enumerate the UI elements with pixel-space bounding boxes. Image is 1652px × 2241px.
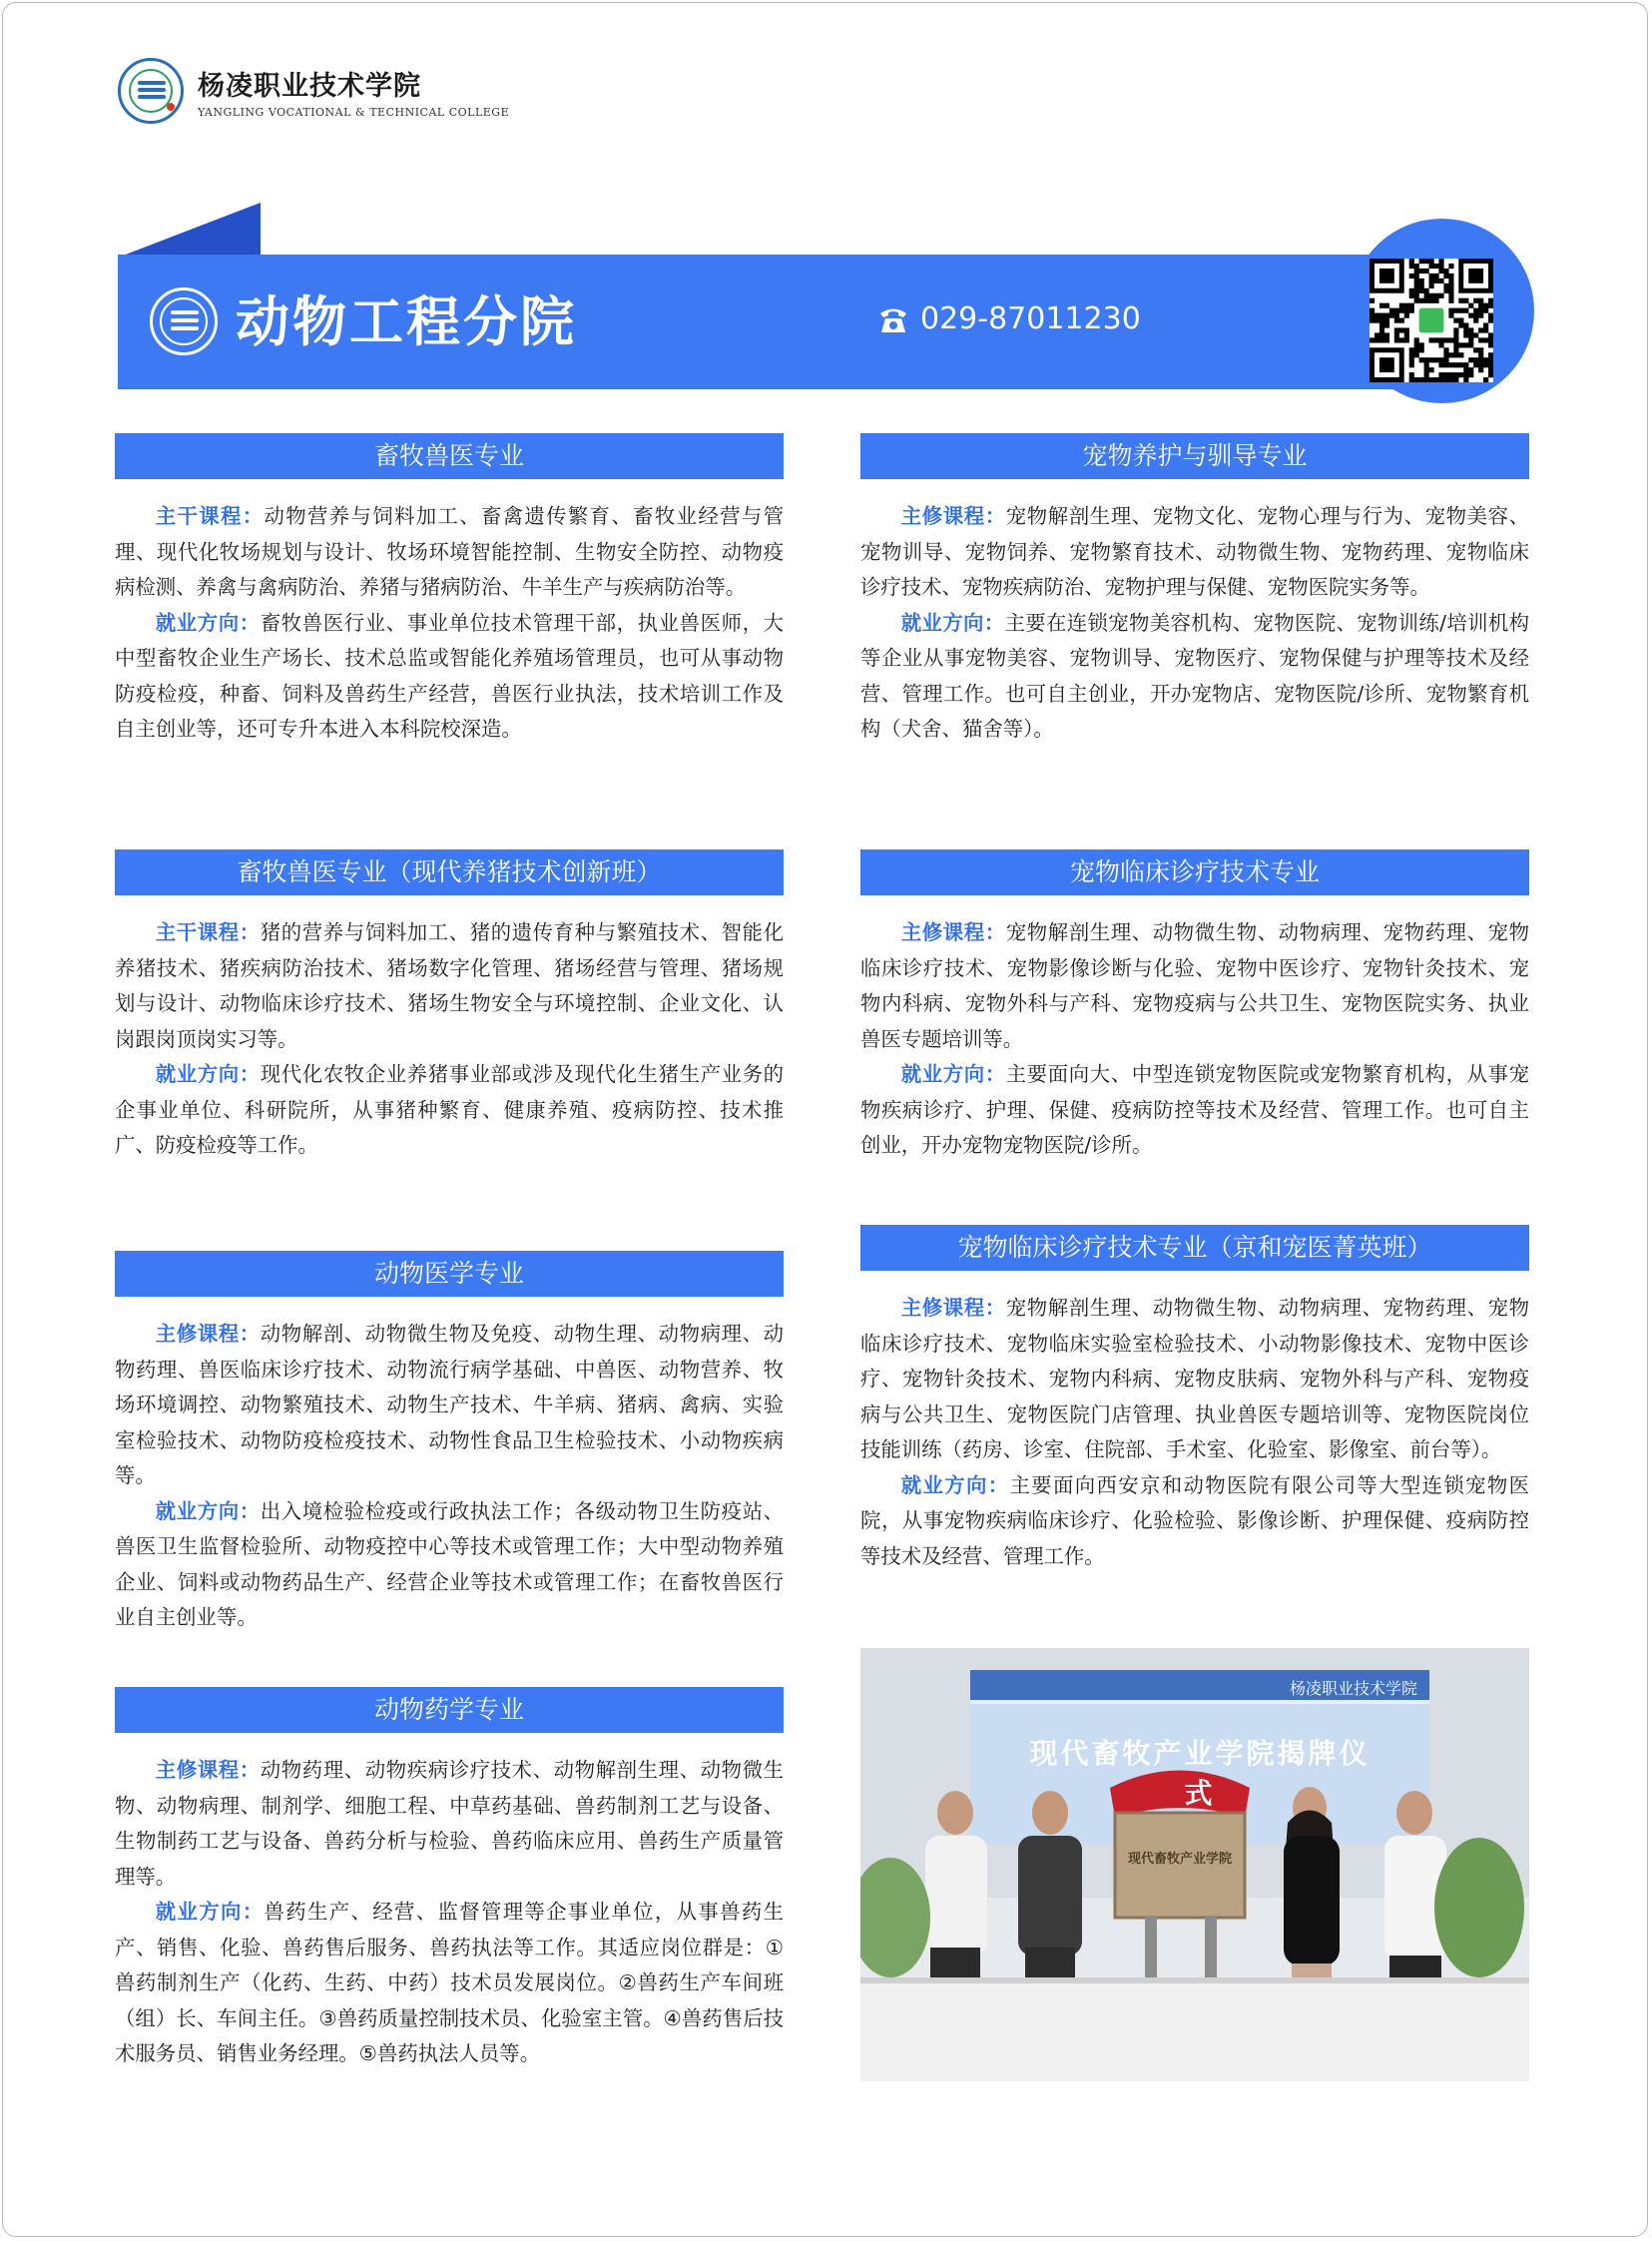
brand-header — [118, 58, 509, 124]
career-paragraph — [115, 1494, 784, 1636]
label-major-courses: 主修课程： — [155, 1758, 261, 1782]
label-major-courses: 主修课程： — [900, 504, 1006, 528]
label-major-courses: 主修课程： — [900, 1296, 1006, 1320]
label-career: 就业方向： — [155, 610, 261, 635]
label-career: 就业方向： — [155, 1498, 261, 1523]
career-text: 主要面向西安京和动物医院有限公司等大型连锁宠物医院，从事宠物疾病临床诊疗、化验检验、影像诊断、护理保健、疫病防控等技术及经营、管理工作。 — [860, 1472, 1529, 1568]
courses-text: 宠物解剖生理、动物微生物、动物病理、宠物药理、宠物临床诊疗技术、宠物影像诊断与化验、宠物中医诊疗、宠物针灸技术、宠物内科病、宠物外科与产科、宠物疫病与公共卫生、宠物医院实务、执业兽医专题培训等。 — [860, 920, 1529, 1051]
plaque-text: 现代畜牧产业学院 — [1127, 1852, 1232, 1867]
section-body — [115, 499, 784, 748]
screen-title: 现代畜牧产业学院揭牌仪式 — [1029, 1737, 1371, 1810]
section-pet-clinical-elite-class — [860, 1225, 1529, 1574]
section-title: 畜牧兽医专业 — [115, 433, 784, 479]
section-body — [860, 915, 1529, 1164]
section-title: 宠物临床诊疗技术专业（京和宠医菁英班） — [860, 1225, 1529, 1271]
phone-contact — [876, 301, 1141, 336]
label-career: 就业方向： — [155, 1900, 265, 1924]
courses-paragraph — [115, 1317, 784, 1494]
section-pet-clinical — [860, 849, 1529, 1164]
courses-text: 动物营养与饲料加工、畜禽遗传繁育、畜牧业经营与管理、现代化牧场规划与设计、牧场环境智能控制、生物安全防控、动物疫病检测、养禽与禽病防治、养猪与猪病防治、牛羊生产与疾病防治等。 — [115, 504, 784, 599]
courses-paragraph — [115, 1753, 784, 1895]
label-main-courses: 主干课程： — [155, 504, 265, 528]
qr-code[interactable] — [1370, 259, 1493, 382]
phone-icon — [876, 302, 910, 336]
label-major-courses: 主修课程： — [900, 920, 1006, 944]
label-major-courses: 主修课程： — [155, 1322, 261, 1346]
section-title: 动物药学专业 — [115, 1687, 784, 1733]
label-career: 就业方向： — [900, 1062, 1006, 1086]
college-logo-icon — [118, 58, 184, 124]
section-title: 宠物临床诊疗技术专业 — [860, 849, 1529, 895]
career-paragraph — [860, 1057, 1529, 1164]
label-career: 就业方向： — [155, 1062, 261, 1086]
career-text: 主要面向大、中型连锁宠物医院或宠物繁育机构，从事宠物疾病诊疗、护理、保健、疫病防控等技术及经营、管理工作。也可自主创业，开办宠物宠物医院/诊所。 — [860, 1062, 1529, 1157]
career-text: 出入境检验检疫或行政执法工作；各级动物卫生防疫站、兽医卫生监督检验所、动物疫控中心等技术或管理工作；大中型动物养殖企业、饲料或动物药品生产、经营企业等技术或管理工作；在畜牧兽医行业自主创业等。 — [115, 1498, 784, 1629]
courses-paragraph — [860, 499, 1529, 606]
department-title: 动物工程分院 — [236, 290, 577, 353]
label-career: 就业方向： — [900, 610, 1005, 635]
section-animal-medicine — [115, 1251, 784, 1636]
section-pig-innovation-class — [115, 849, 784, 1164]
courses-text: 动物解剖、动物微生物及免疫、动物生理、动物病理、动物药理、兽医临床诊疗技术、动物流行病学基础、中兽医、动物营养、牧场环境调控、动物繁殖技术、动物生产技术、牛羊病、猪病、禽病、实验室检验技术、动物防疫检疫技术、动物性食品卫生检验技术、小动物疾病等。 — [115, 1322, 784, 1487]
ceremony-photo — [860, 1648, 1529, 2081]
section-title: 畜牧兽医专业（现代养猪技术创新班） — [115, 849, 784, 895]
section-body — [860, 1291, 1529, 1574]
courses-paragraph — [115, 915, 784, 1057]
courses-text: 动物药理、动物疾病诊疗技术、动物解剖生理、动物微生物、动物病理、制剂学、细胞工程、中草药基础、兽药制剂工艺与设备、生物制药工艺与设备、兽药分析与检验、兽药临床应用、兽药生产质量管理等。 — [115, 1758, 784, 1889]
courses-paragraph — [860, 915, 1529, 1057]
section-title: 动物医学专业 — [115, 1251, 784, 1297]
label-main-courses: 主干课程： — [155, 920, 261, 944]
courses-paragraph — [115, 499, 784, 606]
career-paragraph — [860, 606, 1529, 748]
career-text: 兽药生产、经营、监督管理等企事业单位，从事兽药生产、销售、化验、兽药售后服务、兽药执法等工作。其适应岗位群是：①兽药制剂生产（化药、生药、中药）技术员发展岗位。②兽药生产车间班（组）长、车间主任。③兽药质量控制技术员、化验室主管。④兽药售后技术服务员、销售业务经理。⑤兽药执法人员等。 — [115, 1900, 784, 2065]
courses-paragraph — [860, 1291, 1529, 1468]
college-name-en: YANGLING VOCATIONAL & TECHNICAL COLLEGE — [198, 105, 510, 119]
section-title: 宠物养护与驯导专业 — [860, 433, 1529, 479]
section-body — [115, 915, 784, 1164]
section-body — [860, 499, 1529, 748]
courses-text: 猪的营养与饲料加工、猪的遗传育种与繁殖技术、智能化养猪技术、猪疾病防治技术、猪场数字化管理、猪场经营与管理、猪场规划与设计、动物临床诊疗技术、猪场生物安全与环境控制、企业文化、认岗跟岗顶岗实习等。 — [115, 920, 784, 1051]
section-body — [115, 1753, 784, 2072]
career-paragraph — [115, 1057, 784, 1164]
section-veterinary-pharmacy — [115, 1687, 784, 2072]
career-text: 畜牧兽医行业、事业单位技术管理干部，执业兽医师，大中型畜牧企业生产场长、技术总监或智能化养殖场管理员，也可从事动物防疫检疫，种畜、饲料及兽药生产经营，兽医行业执法，技术培训工作及自主创业等，还可专升本进入本科院校深造。 — [115, 610, 784, 741]
courses-text: 宠物解剖生理、宠物文化、宠物心理与行为、宠物美容、宠物训导、宠物饲养、宠物繁育技术、动物微生物、宠物药理、宠物临床诊疗技术、宠物疾病防治、宠物护理与保健、宠物医院实务等。 — [860, 504, 1529, 599]
label-career: 就业方向： — [900, 1472, 1010, 1497]
courses-text: 宠物解剖生理、动物微生物、动物病理、宠物药理、宠物临床诊疗技术、宠物临床实验室检验技术、小动物影像技术、宠物中医诊疗、宠物针灸技术、宠物内科病、宠物皮肤病、宠物外科与产科、宠物疫病与公共卫生、宠物医院门店管理、执业兽医专题培训等、宠物医院岗位技能训练（药房、诊室、住院部、手术室、化验室、影像室、前台等）。 — [860, 1296, 1529, 1461]
college-name-cn: 杨凌职业技术学院 — [198, 70, 421, 102]
screen-brand: 杨凌职业技术学院 — [1290, 1679, 1418, 1698]
career-paragraph — [115, 606, 784, 748]
career-paragraph — [115, 1895, 784, 2072]
section-body — [115, 1317, 784, 1636]
career-text: 现代化农牧企业养猪事业部或涉及现代化生猪生产业务的企事业单位、科研院所，从事猪种繁育、健康养殖、疫病防控、技术推广、防疫检疫等工作。 — [115, 1062, 784, 1157]
phone-number: 029-87011230 — [920, 301, 1141, 336]
section-animal-husbandry — [115, 433, 784, 748]
section-pet-care-training — [860, 433, 1529, 748]
career-paragraph — [860, 1468, 1529, 1575]
career-text: 主要在连锁宠物美容机构、宠物医院、宠物训练/培训机构等企业从事宠物美容、宠物训导、宠物医疗、宠物保健与护理等技术及经营、管理工作。也可自主创业，开办宠物店、宠物医院/诊所、宠物繁育机构（犬舍、猫舍等）。 — [860, 610, 1530, 741]
college-logo-white-icon — [150, 287, 218, 355]
